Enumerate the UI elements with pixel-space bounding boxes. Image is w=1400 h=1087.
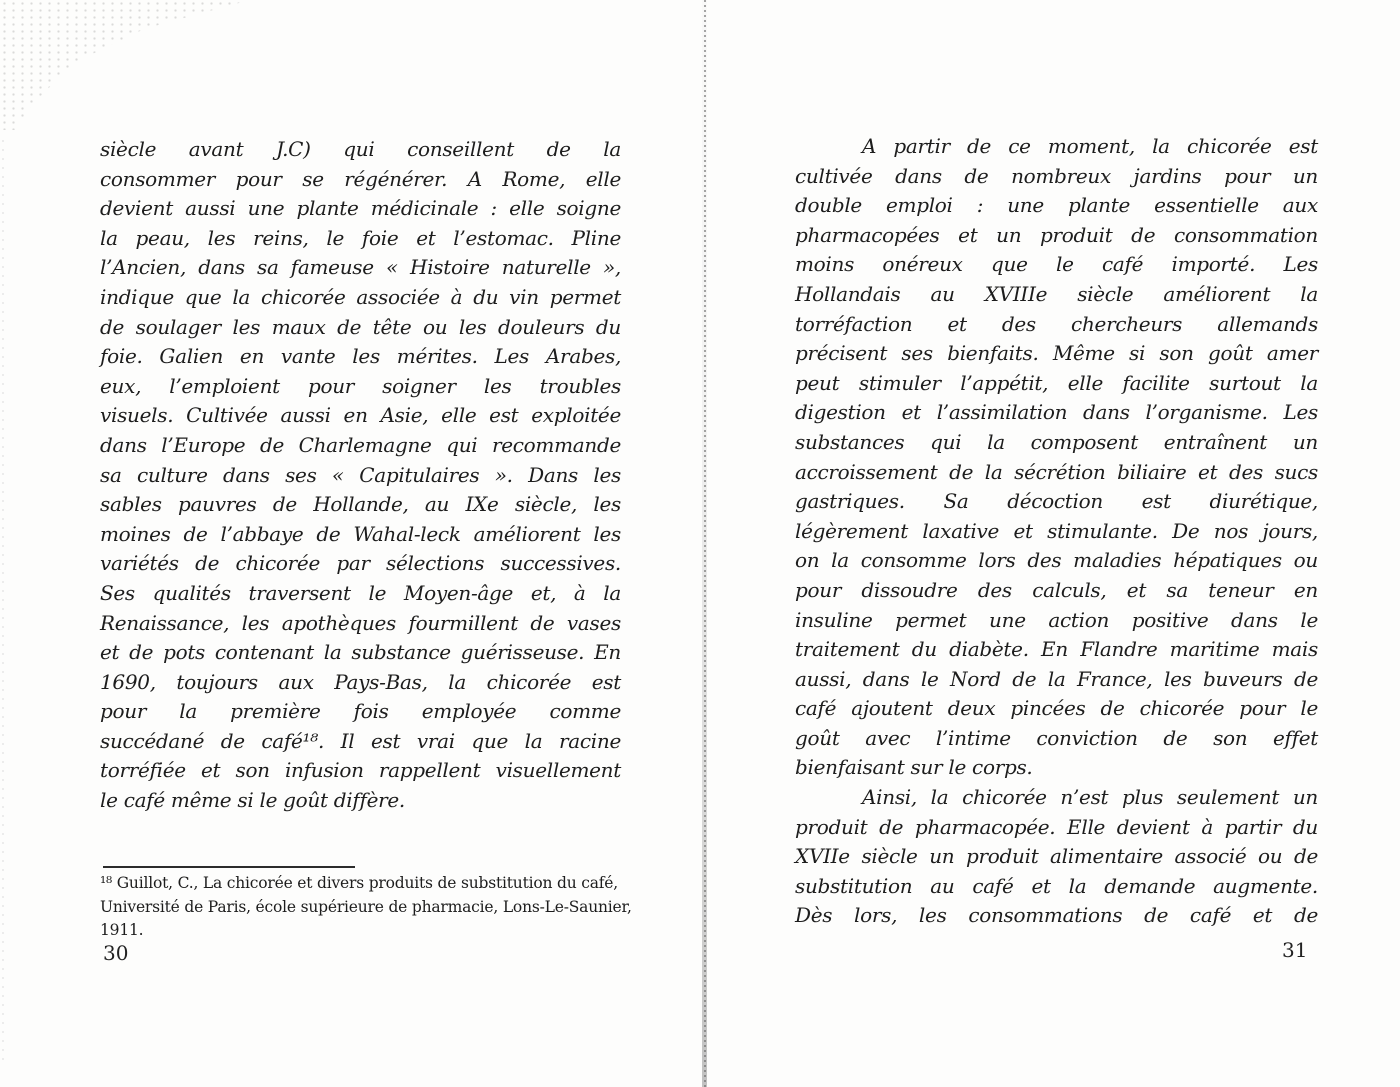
footnote-line: Université de Paris, école supérieure de pharmacie, Lons-Le-Saunier, <box>100 897 632 916</box>
text-line: digestion et l’assimilation dans l’organisme. Les <box>795 400 1318 425</box>
text-line: visuels. Cultivée aussi en Asie, elle est exploitée <box>100 403 621 428</box>
text-line: pharmacopées et un produit de consommation <box>795 222 1318 247</box>
text-line: indique que la chicorée associée à du vin permet <box>100 284 621 309</box>
text-line: torréfiée et son infusion rappellent visuellement <box>100 758 621 783</box>
text-line: substitution au café et la demande augmente. <box>795 873 1318 898</box>
text-line: moins onéreux que le café importé. Les <box>795 252 1318 277</box>
text-line: foie. Galien en vante les mérites. Les Arabes, <box>100 344 621 369</box>
text-line: A partir de ce moment, la chicorée est <box>862 134 1318 158</box>
text-line: Hollandais au XVIIIe siècle améliorent la <box>795 281 1318 306</box>
text-line: dans l’Europe de Charlemagne qui recommande <box>100 432 621 457</box>
scan-speckle-noise <box>0 0 250 130</box>
text-line: accroissement de la sécrétion biliaire et des sucs <box>795 459 1318 484</box>
text-line: Renaissance, les apothèques fourmillent de vases <box>100 610 621 635</box>
text-line: pour la première fois employée comme <box>100 699 621 724</box>
text-line: double emploi : une plante essentielle aux <box>795 193 1318 218</box>
text-line: le café même si le goût diffère. <box>100 788 405 813</box>
page-number-right: 31 <box>1282 938 1308 962</box>
footnote-line: ¹⁸ Guillot, C., La chicorée et divers produits de substitution du café, <box>100 874 618 892</box>
text-line: pour dissoudre des calculs, et sa teneur en <box>795 577 1318 602</box>
text-line: Ainsi, la chicorée n’est plus seulement un <box>862 785 1318 810</box>
text-line: peut stimuler l’appétit, elle facilite surtout la <box>795 370 1318 395</box>
text-line: cultivée dans de nombreux jardins pour un <box>795 163 1318 188</box>
text-line: insuline permet une action positive dans le <box>795 607 1318 632</box>
text-line: on la consomme lors des maladies hépatiques ou <box>795 548 1318 573</box>
footnote-separator <box>103 866 355 868</box>
text-line: gastriques. Sa décoction est diurétique, <box>795 489 1318 514</box>
text-line: consommer pour se régénérer. A Rome, elle <box>100 166 621 191</box>
book-gutter-line <box>702 0 707 1087</box>
right-page-body-text <box>795 132 1318 931</box>
text-line: eux, l’emploient pour soigner les troubles <box>100 373 621 398</box>
text-line: aussi, dans le Nord de la France, les buveurs de <box>795 666 1318 691</box>
text-line: Dès lors, les consommations de café et de <box>795 903 1318 928</box>
text-line: sables pauvres de Hollande, au IXe siècle, les <box>100 492 621 517</box>
scan-edge-noise <box>2 140 4 1060</box>
left-page-body-text <box>100 135 621 816</box>
text-line: café ajoutent deux pincées de chicorée pour le <box>795 696 1318 721</box>
footnote <box>100 872 640 943</box>
text-line: succédané de café¹⁸. Il est vrai que la racine <box>100 728 621 753</box>
text-line: moines de l’abbaye de Wahal-leck améliorent les <box>100 521 621 546</box>
text-line: variétés de chicorée par sélections successives. <box>100 551 621 576</box>
footnote-line: 1911. <box>100 921 144 939</box>
page-number-left: 30 <box>103 941 129 965</box>
text-line: précisent ses bienfaits. Même si son goût amer <box>795 341 1318 366</box>
text-line: goût avec l’intime conviction de son effet <box>795 725 1318 750</box>
text-line: et de pots contenant la substance guérisseuse. En <box>100 640 621 665</box>
text-line: devient aussi une plante médicinale : elle soigne <box>100 196 621 221</box>
text-line: l’Ancien, dans sa fameuse « Histoire naturelle », <box>100 255 621 280</box>
text-line: substances qui la composent entraînent un <box>795 429 1318 454</box>
text-line: Ses qualités traversent le Moyen-âge et, à la <box>100 580 621 605</box>
text-line: sa culture dans ses « Capitulaires ». Dans les <box>100 462 621 487</box>
text-line: la peau, les reins, le foie et l’estomac. Pline <box>100 225 621 250</box>
text-line: siècle avant J.C) qui conseillent de la <box>100 137 621 161</box>
text-line: 1690, toujours aux Pays-Bas, la chicorée est <box>100 669 621 694</box>
text-line: bienfaisant sur le corps. <box>795 755 1033 780</box>
text-line: légèrement laxative et stimulante. De nos jours, <box>795 518 1318 543</box>
text-line: torréfaction et des chercheurs allemands <box>795 311 1318 336</box>
text-line: de soulager les maux de tête ou les douleurs du <box>100 314 621 339</box>
text-line: XVIIe siècle un produit alimentaire associé ou de <box>795 844 1318 869</box>
text-line: produit de pharmacopée. Elle devient à partir du <box>795 814 1318 839</box>
text-line: traitement du diabète. En Flandre maritime mais <box>795 637 1318 662</box>
